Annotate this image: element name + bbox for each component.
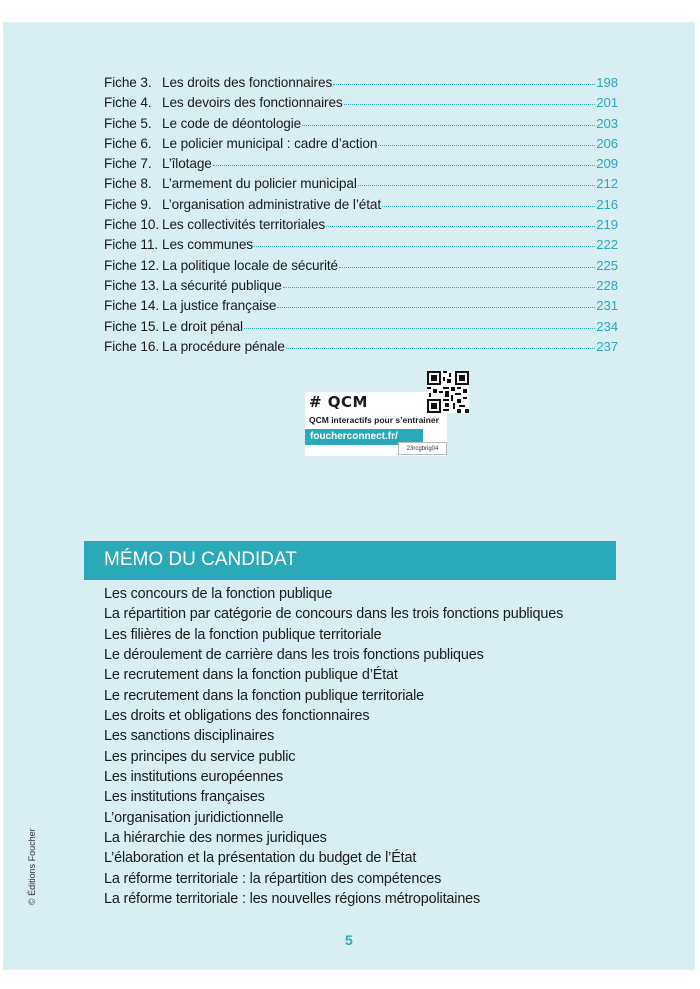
toc-title: Les droits des fonctionnaires [162, 75, 333, 90]
table-of-contents [104, 72, 618, 356]
toc-title: La sécurité publique [162, 277, 282, 293]
toc-leader [344, 90, 596, 105]
copyright: © Éditions Foucher [27, 828, 37, 905]
toc-leader [254, 232, 595, 247]
toc-label: Fiche 4. [104, 95, 152, 111]
toc-row[interactable] [104, 316, 618, 336]
toc-label: Fiche 9. [104, 196, 152, 212]
toc-page-number: 228 [596, 277, 618, 293]
toc-row[interactable] [104, 295, 618, 315]
memo-item: La réforme territoriale : la répartition des compétences [104, 870, 442, 887]
toc-leader [339, 253, 595, 268]
qcm-code: 23rcgbrig04 [398, 442, 447, 455]
toc-leader [283, 273, 596, 288]
toc-title: Le droit pénal [162, 318, 243, 334]
toc-label: Fiche 12. [104, 257, 160, 273]
toc-label: Fiche 8. [104, 176, 152, 192]
toc-leader [277, 293, 595, 308]
memo-item: La répartition par catégorie de concours dans les trois fonctions publiques [104, 606, 564, 623]
toc-label: Fiche 5. [104, 115, 152, 131]
toc-row[interactable] [104, 113, 618, 133]
toc-title: Les communes [162, 237, 253, 253]
toc-title: L’îlotage [162, 156, 212, 172]
qcm-title: # QCM [309, 393, 368, 411]
memo-item: La réforme territoriale : les nouvelles régions métropolitaines [104, 891, 481, 908]
memo-item: L’élaboration et la présentation du budget de l’État [104, 850, 417, 867]
toc-title: La procédure pénale [162, 338, 285, 354]
toc-leader [244, 314, 595, 329]
toc-label: Fiche 6. [104, 135, 152, 151]
toc-row[interactable] [104, 173, 618, 193]
toc-title: La justice française [162, 298, 277, 314]
memo-item: La hiérarchie des normes juridiques [104, 830, 327, 847]
toc-page-number: 234 [596, 318, 618, 334]
toc-title: Le code de déontologie [162, 115, 302, 131]
memo-item: Les institutions françaises [104, 789, 265, 806]
toc-page-number: 216 [596, 196, 618, 212]
toc-row[interactable] [104, 275, 618, 295]
qcm-subtitle: QCM interactifs pour s’entrainer [309, 415, 439, 425]
toc-label: Fiche 15. [104, 318, 160, 334]
toc-page-number: 209 [596, 156, 618, 172]
toc-label: Fiche 16. [104, 338, 160, 354]
memo-title: MÉMO DU CANDIDAT [104, 549, 297, 570]
toc-page-number: 225 [596, 257, 618, 273]
toc-leader [302, 111, 595, 126]
qcm-panel[interactable] [305, 371, 447, 456]
memo-item: L’organisation juridictionnelle [104, 809, 284, 826]
toc-title: L’organisation administrative de l’état [162, 196, 382, 212]
toc-label: Fiche 11. [104, 237, 159, 253]
toc-leader [333, 70, 595, 85]
toc-page-number: 198 [596, 75, 618, 90]
memo-item: Le recrutement dans la fonction publique territoriale [104, 687, 425, 704]
toc-page-number: 203 [596, 115, 618, 131]
toc-leader [326, 212, 595, 227]
toc-row[interactable] [104, 234, 618, 254]
memo-header [84, 541, 616, 580]
memo-list [104, 586, 563, 912]
toc-row[interactable] [104, 194, 618, 214]
toc-title: L’armement du policier municipal [162, 176, 357, 192]
memo-item: Les filières de la fonction publique territoriale [104, 626, 382, 643]
toc-title: Le policier municipal : cadre d’action [162, 135, 378, 151]
toc-page-number: 219 [596, 217, 618, 233]
toc-row[interactable] [104, 336, 618, 356]
qcm-link[interactable]: foucherconnect.fr/ [305, 429, 423, 445]
memo-item: Le recrutement dans la fonction publique d’État [104, 667, 398, 684]
toc-title: Les collectivités territoriales [162, 217, 326, 233]
toc-label: Fiche 10. [104, 217, 160, 233]
toc-leader [213, 151, 596, 166]
toc-leader [286, 334, 595, 349]
memo-item: Les concours de la fonction publique [104, 586, 333, 602]
qr-code-icon[interactable] [427, 371, 469, 413]
toc-row[interactable] [104, 72, 618, 92]
toc-label: Fiche 13. [104, 277, 160, 293]
toc-leader [378, 131, 595, 146]
toc-row[interactable] [104, 255, 618, 275]
toc-page-number: 206 [596, 135, 618, 151]
toc-page-number: 201 [596, 95, 618, 111]
toc-page-number: 231 [596, 298, 618, 314]
toc-leader [358, 171, 596, 186]
toc-row[interactable] [104, 153, 618, 173]
memo-item: Les institutions européennes [104, 769, 284, 786]
memo-item: Le déroulement de carrière dans les trois fonctions publiques [104, 647, 484, 664]
memo-item: Les principes du service public [104, 748, 296, 765]
toc-page-number: 212 [596, 176, 618, 192]
page-number: 5 [345, 932, 353, 948]
toc-leader [382, 192, 595, 207]
toc-row[interactable] [104, 214, 618, 234]
toc-page-number: 222 [596, 237, 618, 253]
toc-title: La politique locale de sécurité [162, 257, 339, 273]
memo-item: Les droits et obligations des fonctionnaires [104, 708, 370, 725]
toc-label: Fiche 14. [104, 298, 160, 314]
toc-row[interactable] [104, 133, 618, 153]
toc-row[interactable] [104, 92, 618, 112]
memo-item: Les sanctions disciplinaires [104, 728, 275, 745]
toc-label: Fiche 7. [104, 156, 152, 172]
toc-title: Les devoirs des fonctionnaires [162, 95, 343, 111]
toc-label: Fiche 3. [104, 75, 152, 90]
toc-page-number: 237 [596, 338, 618, 354]
